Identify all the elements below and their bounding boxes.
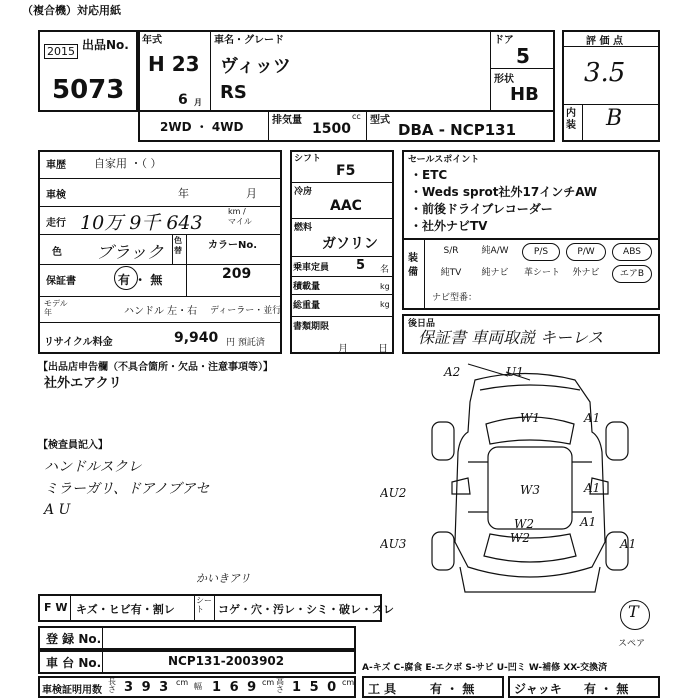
- docs-label: 書類期限: [293, 322, 330, 332]
- ac-label: 冷房: [294, 187, 313, 197]
- fw-label: F W: [44, 601, 68, 614]
- mark-au3: AU3: [380, 537, 407, 551]
- lot-label: 出品No.: [82, 38, 129, 52]
- mileage-label: 走行: [46, 218, 66, 229]
- color-no-value: 209: [222, 266, 252, 282]
- recycle-fee: 9,940: [174, 330, 219, 346]
- equip-navi: 純ナビ: [481, 268, 509, 278]
- mark-w1: W1: [520, 411, 540, 425]
- mark-au2: AU2: [380, 486, 407, 500]
- ac-value: AAC: [330, 198, 362, 214]
- fuel-label: 燃料: [294, 223, 313, 233]
- width-label: 幅: [194, 682, 202, 691]
- equip-sr: S/R: [443, 246, 459, 256]
- usage-value: 自家用 ・（ ）: [94, 157, 162, 170]
- sales-item-2: ・Weds sprot社外17インチAW: [410, 185, 598, 199]
- load-label: 積載量: [293, 282, 321, 292]
- height-cm: cm: [342, 678, 355, 687]
- month-suffix: 月: [194, 98, 202, 107]
- capacity-label: 乗車定員: [293, 263, 330, 273]
- color-label: 色: [52, 247, 62, 258]
- warranty-circle: [114, 266, 138, 290]
- legend-text-2: コゲ・穴・汚レ・シミ・破レ・スレ: [218, 603, 394, 616]
- width-cm: cm: [262, 678, 275, 687]
- usage-label: 車歴: [46, 160, 66, 171]
- height-label: 高さ: [276, 677, 284, 694]
- height-value: 1 5 0: [292, 680, 339, 695]
- year-label: 年式: [142, 35, 162, 46]
- sheet-label: シート: [196, 596, 212, 614]
- mark-a1-side: A1: [584, 481, 601, 495]
- month-value: 6: [178, 92, 188, 108]
- weight-unit: kg: [380, 300, 390, 309]
- seller-notes-value: 社外エアクリ: [44, 376, 122, 391]
- recycle-suffix: 円 預託済: [226, 338, 265, 348]
- equip-ps: P/S: [522, 243, 560, 261]
- score-value: 3.5: [584, 58, 626, 88]
- equip-abs: ABS: [612, 243, 652, 261]
- equip-leather: 革シート: [523, 268, 560, 278]
- jack-value: 有 ・ 無: [584, 682, 629, 696]
- door-value: 5: [516, 44, 530, 68]
- mark-w2-roof: W2: [514, 517, 534, 531]
- displacement-value: 1500: [312, 121, 351, 137]
- shift-label: シフト: [294, 154, 322, 164]
- inspector-line-2: ミラーガリ、ドアノブアセ: [44, 481, 210, 497]
- chassis-label: 車 台 No.: [46, 656, 102, 670]
- warranty-label: 保証書: [46, 276, 76, 287]
- cert-label: 車検証明用数: [42, 685, 102, 696]
- length-cm: cm: [176, 678, 189, 687]
- header-text: （複合機）対応用紙: [22, 4, 121, 17]
- cc-label: cc: [352, 112, 361, 121]
- mark-a1-tail: A1: [620, 537, 637, 551]
- equip-ext-navi: 外ナビ: [572, 268, 600, 278]
- mark-u1: U1: [506, 365, 524, 379]
- color-change-label: 色替: [174, 236, 182, 255]
- docs-month: 月: [338, 344, 348, 355]
- damage-legend: A-キズ C-腐食 E-エクボ S-サビ U-凹ミ W-補修 XX-交換済: [362, 663, 608, 673]
- mark-a2: A2: [444, 365, 461, 379]
- grade-value: RS: [220, 82, 247, 103]
- lot-number: 5073: [52, 75, 125, 105]
- length-label: 長さ: [108, 677, 116, 694]
- color-no-label: カラーNo.: [208, 240, 258, 251]
- warranty-value: 有 ・ 無: [118, 273, 163, 287]
- after-label: 後日品: [408, 319, 436, 329]
- legend-annotation: かいきアリ: [196, 572, 251, 585]
- weight-label: 総重量: [293, 301, 321, 311]
- mark-w2-rear: W2: [510, 531, 530, 545]
- sales-item-4: ・社外ナビTV: [410, 219, 488, 233]
- seller-notes-label: 【出品店申告欄（不具合箇所・欠品・注意事項等）】: [38, 362, 273, 373]
- load-unit: kg: [380, 282, 390, 291]
- spare-mark: T: [628, 602, 639, 621]
- docs-day: 日: [378, 344, 388, 355]
- model-label: 型式: [370, 115, 390, 126]
- mark-a1-rear: A1: [580, 515, 597, 529]
- model-value: DBA - NCP131: [398, 121, 517, 139]
- length-value: 3 9 3: [124, 680, 171, 695]
- dealer-label: ディーラー・並行: [210, 306, 282, 316]
- mark-a1-front: A1: [584, 411, 601, 425]
- year-stamp: 2015: [44, 44, 78, 59]
- equipment-label: 装備: [408, 253, 418, 278]
- interior-value: B: [606, 106, 623, 131]
- fuel-value: ガソリン: [322, 236, 378, 252]
- equip-pw: P/W: [566, 243, 606, 261]
- equip-tv: 純TV: [440, 268, 462, 278]
- displacement-label: 排気量: [272, 115, 302, 126]
- inspection-month: 月: [246, 187, 257, 200]
- grade-label: 評 価 点: [586, 36, 623, 47]
- chassis-value: NCP131-2003902: [168, 654, 285, 668]
- inspection-label: 車検: [46, 190, 66, 201]
- inspector-line-1: ハンドルスクレ: [44, 459, 142, 475]
- reg-label: 登 録 No.: [46, 632, 102, 646]
- shape-value: HB: [510, 84, 539, 105]
- tools-value: 有 ・ 無: [430, 682, 475, 696]
- inspection-year: 年: [178, 187, 189, 200]
- car-diagram: [380, 362, 680, 612]
- width-value: 1 6 9: [212, 680, 259, 695]
- equip-airbag: エアB: [612, 265, 652, 283]
- handle-label: ハンドル 左・右: [124, 306, 198, 317]
- inspector-line-3: A U: [44, 502, 71, 518]
- spare-label: スペア: [618, 639, 646, 649]
- recycle-label: リサイクル料金: [44, 337, 113, 348]
- capacity-value: 5: [356, 258, 366, 273]
- shift-value: F5: [336, 163, 356, 179]
- inspector-label: 【検査員記入】: [38, 440, 108, 451]
- sales-item-3: ・前後ドライブレコーダー: [410, 202, 553, 216]
- mark-w3: W3: [520, 483, 540, 497]
- mileage-value: 10万 9千 643: [80, 212, 203, 234]
- shape-label: 形状: [494, 74, 514, 85]
- door-label: ドア: [494, 35, 514, 46]
- car-name: ヴィッツ: [220, 56, 291, 77]
- legend-text-1: キズ・ヒビ有・割レ: [76, 603, 175, 616]
- year-value: H 23: [148, 52, 200, 76]
- navi-model-label: ナビ型番：: [432, 293, 478, 303]
- drive-value: 2WD ・ 4WD: [160, 120, 244, 134]
- sales-label: セールスポイント: [408, 155, 480, 165]
- color-value: ブラック: [96, 243, 164, 263]
- equip-alloy: 純A/W: [481, 246, 509, 256]
- interior-label: 内装: [566, 108, 576, 131]
- mileage-unit: km / マイル: [228, 207, 252, 226]
- name-label: 車名・グレード: [214, 35, 284, 46]
- sales-item-1: ・ETC: [410, 168, 448, 182]
- tools-label: 工 具: [368, 682, 397, 696]
- model-year-label: モデル年: [44, 299, 68, 317]
- capacity-unit: 名: [380, 265, 390, 275]
- after-value: 保証書 車両取説 キーレス: [418, 328, 604, 347]
- jack-label: ジャッキ: [514, 682, 562, 696]
